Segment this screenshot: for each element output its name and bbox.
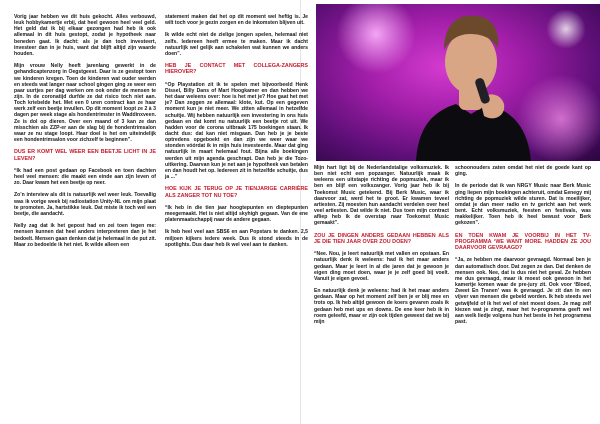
text-column-4 [455,165,591,331]
interview-question: HEB JE CONTACT MET COLLEGA-ZANGERS HIEROVER? [165,63,308,76]
text-column-2 [165,14,308,254]
paragraph: Ik heb heel veel aan SBS6 en aan Popstars te danken. 2,5 miljoen kijkers iedere week. Dus ik stond steeds in de spotlights. Dus daar heb ik wel veel aan te danken. [165,229,308,248]
paragraph: En natuurlijk denk je weleens: had ik het maar anders gedaan. Maar op het moment zelf ben je er blij mee en trots op. Ik heb altijd gewoon de koers gevaren zoals ik gedaan heb met ups en downs. De ene keer heb ik in roem geleefd, maar er zijn ook tijden geweest dat we bij mijn [314,288,449,325]
paragraph: Mijn vrouw Nelly heeft jarenlang gewerkt in de gehandicaptenzorg in Oegstgeest. Daar is ze gestopt toen we kinderen kregen. Toen de kinderen wat ouder werden en steeds wat langer naar school gingen ging ze weer een paar uurtjes per dag werken om ook onder de mensen te zijn. In de coronatijd durfde ze dat risico toch niet aan. Toch kriebelde het. Met een 0 uren contract kan ze haar werk zelf een beetje invullen. Op dit moment loopt ze 2 à 3 dagen per week stage als hondentrimster in Waddinxveen. Ze is dol op dieren. Over een maand of 3 kan ze dan misschien als ZZP-er aan de slag bij de hondentrimsalon waar ze nu stage loopt. Haar doel is het om uiteindelijk een hondentrimsalon voor zichzelf te beginnen”. [14,63,156,144]
stage-light [546,9,586,49]
paragraph: statement maken dat het op dit moment wel heftig is. Je wilt toch voor je gezin zorgen en de inkomsten blijven uit. [165,14,308,27]
singer-figure [396,4,546,161]
paragraph: “Nee. Nou, je leert natuurlijk met vallen en opstaan. En natuurlijk denk ik weleens: had ik het maar anders gedaan. Maar je leert in al die jaren dat je gewoon je eigen ding moet doen, waar je je zelf goed bij voelt. Vanuit je eigen gevoel. [314,251,449,282]
paragraph: Vorig jaar hebben we dit huis gekocht. Alles verbouwd, leuk hobbykamertje erbij, dat heel gewoon heel veel geld. Het geld dat ik bij elkaar gezongen had heb ik ook allemaal in dit huis gestopt, zodat je hypotheek naar beneden gaat. Ik dacht: als je dan toch investeert, investeer dan in je huis, want dat blijft altijd zijn waarde houden. [14,14,156,57]
paragraph: Mijn hart ligt bij de Nederlandstalige volksmuziek. Ik ben niet echt een popzanger. Natuurlijk maak ik weleens een uitstapje richting de popmuziek, maar ik ben en blijf een volkszanger. Vorig jaar heb ik bij Toekomst Music getekend. Bij Berk Music, waar ik daarvoor zat, werd het te groot. Er kwamen teveel artiesten. Zij moesten hun aandacht verdelen over heel veel artiesten. Dat wilde ik niet. Dus toen mijn contract afliep heb ik de overstap naar Toekomst Music gemaakt”. [314,165,449,227]
singer-shirt [416,104,531,161]
interview-question: DUS ER KOMT WEL WEER EEN BEETJE LICHT IN JE LEVEN? [14,149,156,162]
paragraph: “Ja, ze hebben me daarvoor gevraagd. Normaal ben je dan automatisch door. Dat zegen ze dan. Dat denken de mensen ook. Nee, dat is dus niet het geval. Ze hebben me dus gevraagd, maar ik moest ook gewoon in het kamertje komen waar de pre-jury zit. Ook voor ‘Bloed, Zweet En Tranen’ was ik gevraagd. Je zit dan in een vijver van mensen die gebeld worden. Ik heb steeds wel getwijfeld of ik het wel of niet moest doen. Je mag zelf kiezen wat je zingt, maar het tv-programma geeft wel aan welk liedje volgens hun het beste in het programma past. [455,257,591,326]
text-column-3 [314,165,449,331]
paragraph: “Ik heb in die tien jaar hoogtepunten en dieptepunten meegemaakt. Het is niet altijd skyhigh gegaan. Van de ene platenmaatschappij naar de andere gegaan. [165,204,308,224]
paragraph: Ik wilde echt niet de zielige jongen spelen, helemaal niet zelfs. Iedereen heeft ermee te maken. Maar ik dacht natuurlijk wel gelijk aan schakelen wat kunnen we anders doen”. [165,32,308,57]
text-column-1 [14,14,156,254]
paragraph: Zo’n interview als dit is natuurlijk wel weer leuk. Toevallig was ik vorige week bij radiostation Unity-NL om mijn plaat te promoten. Ja, hartstikke leuk. Dat miste ik toch wel een beetje, die aandacht. [14,192,156,217]
paragraph: Nelly zag dat ik het gepost had en zei toen tegen me: mensen kunnen dat heel anders interpreteren dan je het bedoelt. Mensen gaan denken dat je helemaal in de put zit. Maar zo bedoelde ik het niet. Ik wilde alleen een [14,223,156,248]
paragraph: In de periode dat ik van NRGY Music naar Berk Music ging liepen mijn boekingen achteruit, omdat Eenegy mij richting de popmuziek wilde sturen. Dat is moeilijker, omdat je dan meer radio en tv gericht aan het werk bent. Echt volksmuziek, feesten en festivals, was makkelijker. Toen heb ik heel bewust voor Berk gekozen”. [455,183,591,227]
interview-question: ZOU JE DINGEN ANDERS GEDAAN HEBBEN ALS JE DIE TIEN JAAR OVER ZOU DOEN? [314,232,449,245]
interview-question: EN TOEN KWAM JE VOORBIJ IN HET TV-PROGRAMMA ‘WE WANT MORE. HADDEN ZE JOU DAARVOOR GEVRAAGD? [455,232,591,252]
interview-question: HOE KIJK JE TERUG OP JE TIENJARIGE CARRIÈRE ALS ZANGER TOT NU TOE? [165,186,308,199]
paragraph: “Ik had een post gedaan op Facebook en toen dachten heel veel mensen: die maakt een einde aan zijn leven of zo. Daar kwam het een beetje op neer. [14,167,156,187]
paragraph: “Op Playstation zit ik te spelen met bijvoorbeeld Henk Dissel, Billy Dans of Mart Hoogkamer en dan hebben we het daar weleens over: hoe is het met je? Hoe gaat het met je? Dan zeggen ze allemaal: klote, kut. Op een gegeven moment kun je niet meer. We zitten allemaal in hetzelfde schuitje. Wij hebben natuurlijk een investering in ons huis gedaan en dat komt nu natuurlijk een beetje rot uit. We hadden voor de corona uitbraak 175 boekingen staan. Ik dacht dus: dat kan niet misgaan. Dan heb je je beste optredens opgeboekt en dan zijn we weer waar we stonden vóórdat ik in mijn huis investeerde. Maar dat ging natuurlijk in maart helemaal fout. Bijna alle boekingen werden uit mijn agenda geschrapt. Dan heb je die Tozo-uitkering. Daarvan kun je net aan je hypotheek van betalen en dan houdt het op. Iedereen zit in hetzelfde schuitje, dus ja ...” [165,81,308,181]
paragraph: schoonouders zaten omdat het niet de goede kant op ging. [455,165,591,178]
singer-photo [316,4,600,161]
